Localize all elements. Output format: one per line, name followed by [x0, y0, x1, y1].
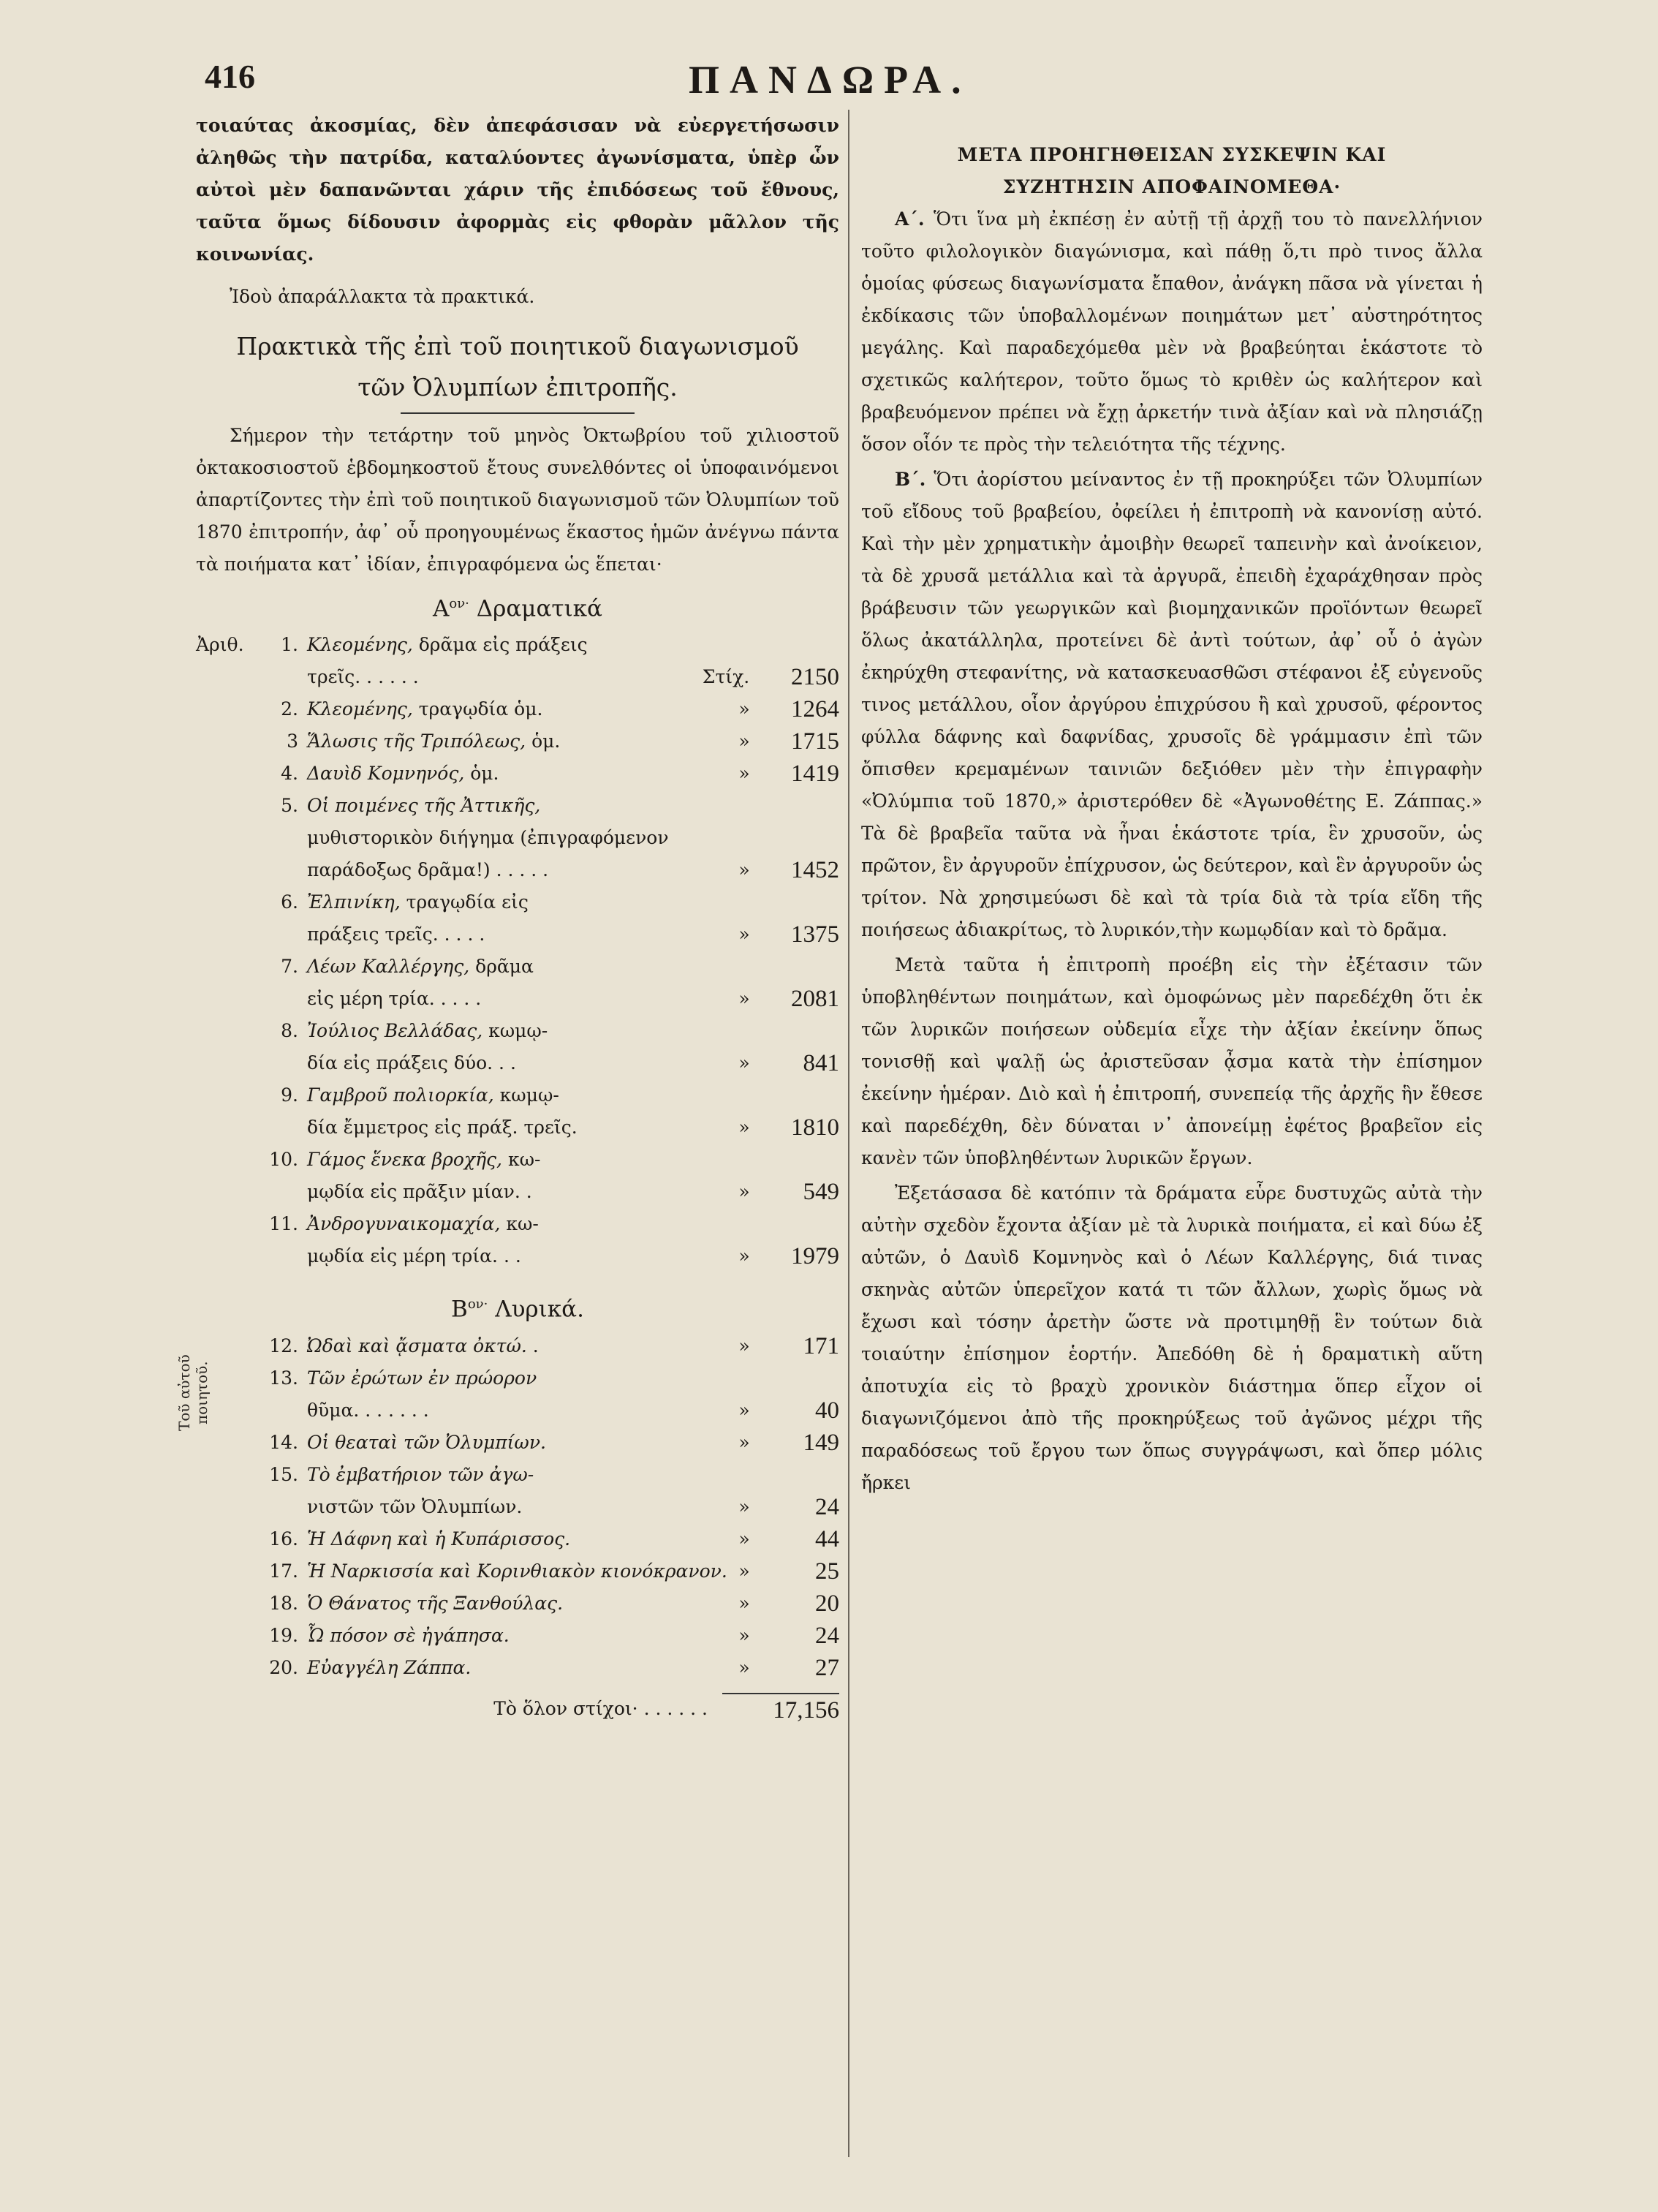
intro-paragraph: τοιαύτας ἀκοσμίας, δὲν ἀπεφάσισαν νὰ εὐεργετήσωσιν ἀληθῶς τὴν πατρίδα, καταλύοντες ἀγωνίσματα, ὑπὲρ ὧν αὐτοὶ μὲν δαπανῶνται χάριν τῆς ἐπιδόσεως τοῦ ἔθνους, ταῦτα ὅμως δίδουσιν ἀφορμὰς εἰς φθορὰν μᾶλλον τῆς κοινωνίας. — [196, 115, 839, 265]
entry-row — [196, 1079, 839, 1111]
entry-title-roman: κωμῳ- — [493, 1084, 559, 1106]
entry-title — [307, 1330, 730, 1362]
point-b-lead: Β΄. — [895, 469, 926, 490]
entry-continuation-row — [196, 1176, 839, 1208]
entry-number: 4. — [281, 763, 298, 785]
entry-number: 20. — [269, 1656, 298, 1678]
left-column — [196, 110, 839, 1726]
entry-row — [196, 1588, 839, 1620]
entry-mark: » — [738, 1495, 750, 1517]
category-b-label: Λυρικά. — [495, 1296, 584, 1323]
entry-verse-count: 171 — [803, 1332, 839, 1359]
point-a-text: Ὅτι ἵνα μὴ ἐκπέσῃ ἐν αὐτῇ τῇ ἀρχῇ του τὸ πανελλήνιον τοῦτο φιλολογικὸν διαγώνισμα, καὶ πάθῃ ὅ,τι πρὸ τινος ἄλλα ὁμοίας φύσεως διαγωνίσματα ἔπαθον, ἀνάγκη πᾶσα νὰ γίνεται ἡ ἐκδίκασις τῶν ὑποβαλλομένων ποιημάτων μετ᾽ αὐστηρότητος μεγάλης. Καὶ παραδεχόμεθα μὲν νὰ βραβεύηται ἑκάστοτε τὸ σχετικῶς καλήτερον, τοῦτο ὅμως τὸ κριθὲν ὡς καλήτερον καὶ βραβευόμενον πρέπει νὰ ἔχῃ ἀρκετήν τινὰ ἀξίαν καὶ νὰ πλησιάζῃ ὅσον οἷόν τε πρὸς τὴν τελειότητα τῆς τέχνης. — [861, 208, 1483, 455]
right-heading-line1: ΜΕΤΑ ΠΡΟΗΓΗΘΕΙΣΑΝ ΣΥΣΚΕΨΙΝ ΚΑΙ — [957, 144, 1387, 165]
entry-verse-count: 1452 — [791, 857, 839, 884]
category-b-prefix: Β — [451, 1296, 468, 1323]
entry-title-italic: Ἡ Δάφνη καὶ ἡ Κυπάρισσος. — [307, 1528, 571, 1549]
right-heading-line2: ΣΥΖΗΤΗΣΙΝ ΑΠΟΦΑΙΝΟΜΕΘΑ· — [1002, 176, 1341, 197]
entry-continuation: τρεῖς. . . . . . — [307, 666, 419, 688]
entry-continuation-row — [196, 983, 839, 1015]
entry-title — [307, 1362, 839, 1394]
entry-number: 10. — [269, 1149, 298, 1171]
right-column — [861, 139, 1483, 1499]
entry-row — [196, 1459, 839, 1491]
entry-number: 15. — [269, 1463, 298, 1485]
entry-title — [307, 1015, 839, 1047]
entry-title-italic: Ἐλπινίκη, — [307, 891, 401, 913]
entry-title — [307, 693, 730, 725]
entry-title — [307, 790, 839, 822]
point-a — [861, 203, 1483, 461]
entry-row — [196, 693, 839, 725]
entry-title — [307, 1459, 839, 1491]
entry-number: 3 — [287, 731, 298, 752]
entry-title-italic: Ἅλωσις τῆς Τριπόλεως, — [307, 731, 526, 752]
entry-title — [307, 951, 839, 983]
entry-title-italic: Δαυὶδ Κομνηνός, — [307, 763, 465, 785]
entry-continuation: δία εἰς πράξεις δύο. . . — [307, 1052, 516, 1074]
entry-row — [196, 1555, 839, 1588]
entry-title-italic: Τῶν ἐρώτων ἐν πρώορον — [307, 1367, 537, 1389]
entry-mark: Στίχ. — [702, 666, 750, 688]
entry-row — [196, 1620, 839, 1652]
entry-mark: » — [738, 1052, 750, 1074]
entry-title-italic: Ἰούλιος Βελλάδας, — [307, 1020, 483, 1042]
entry-title-italic: Οἱ ποιμένες τῆς Ἀττικῆς, — [307, 795, 541, 817]
entry-row — [196, 790, 839, 822]
entry-mark: » — [738, 1528, 750, 1549]
entry-continuation: μυθιστορικὸν διήγημα (ἐπιγραφόμενον παράδοξως δρᾶμα!) . . . . . — [307, 827, 669, 881]
entry-row — [196, 1362, 839, 1394]
entry-title-italic: Ὁ Θάνατος τῆς Ξανθούλας. — [307, 1592, 564, 1614]
entry-continuation: μῳδία εἰς μέρη τρία. . . — [307, 1245, 521, 1267]
entry-title-roman: . — [526, 1335, 539, 1356]
entry-title-italic: Ἀνδρογυναικομαχία, — [307, 1213, 501, 1235]
entry-verse-count: 549 — [803, 1179, 839, 1206]
entry-mark: » — [738, 1431, 750, 1453]
entry-number: 14. — [269, 1431, 298, 1453]
category-a-prefix: Α — [432, 595, 450, 622]
entry-mark: » — [738, 1335, 750, 1356]
entry-title-roman: δρᾶμα εἰς πράξεις — [412, 634, 588, 656]
entry-continuation: δία ἔμμετρος εἰς πράξ. τρεῖς. — [307, 1117, 578, 1139]
entry-continuation: μῳδία εἰς πρᾶξιν μίαν. . — [307, 1181, 532, 1203]
entry-title-roman: ὁμ. — [464, 763, 499, 785]
minutes-paragraph: Σήμερον τὴν τετάρτην τοῦ μηνὸς Ὀκτωβρίου τοῦ χιλιοστοῦ ὀκτακοσιοστοῦ ἑβδομηκοστοῦ ἔτους συνελθόντες οἱ ὑποφαινόμενοι ἀπαρτίζοντες τὴν ἐπὶ τοῦ ποιητικοῦ διαγωνισμοῦ τῶν Ὀλυμπίων τοῦ 1870 ἐπιτροπήν, ἀφ᾽ οὗ προηγουμένως ἕκαστος ἡμῶν ἀνέγνω πάντα τὰ ποιήματα κατ᾽ ἰδίαν, ἐπιγραφόμενα ὡς ἕπεται· — [196, 425, 839, 575]
same-author-note: Τοῦ αὐτοῦ ποιητοῦ. — [175, 1354, 211, 1432]
entry-verse-count: 2150 — [791, 664, 839, 691]
entry-title — [307, 758, 730, 790]
entry-title — [307, 629, 839, 661]
entry-title-italic: Κλεομένης, — [307, 698, 413, 720]
entry-number: 5. — [281, 795, 298, 817]
entry-verse-count: 24 — [815, 1622, 839, 1649]
point-a-lead: Α΄. — [895, 208, 925, 230]
entry-row — [196, 1015, 839, 1047]
entry-verse-count: 841 — [803, 1050, 839, 1077]
total-label: Τὸ ὅλον στίχοι· . . . . . . — [493, 1697, 708, 1719]
entry-number: 12. — [269, 1335, 298, 1356]
entry-verse-count: 20 — [815, 1590, 839, 1617]
entry-verse-count: 44 — [815, 1525, 839, 1552]
entry-title-roman: κωμῳ- — [482, 1020, 548, 1042]
entry-title-italic: Ὠδαὶ καὶ ᾄσματα ὀκτώ. — [307, 1335, 527, 1356]
entry-title-roman: κω- — [500, 1213, 539, 1235]
entry-title — [307, 1144, 839, 1176]
entry-verse-count: 24 — [815, 1493, 839, 1520]
entry-title-italic: Λέων Καλλέργης, — [307, 956, 470, 978]
entry-number: 1. — [281, 634, 298, 656]
entry-row — [196, 1523, 839, 1555]
entry-number: 19. — [269, 1624, 298, 1646]
category-b-heading — [196, 1288, 839, 1325]
entry-mark: » — [738, 731, 750, 752]
column-divider — [848, 110, 849, 2157]
entry-title-roman: δρᾶμα — [469, 956, 534, 978]
entry-row — [196, 951, 839, 983]
entry-title — [307, 1523, 730, 1555]
entry-number: 17. — [269, 1560, 298, 1582]
entry-number: 6. — [281, 891, 298, 913]
point-b-text: Ὅτι ἀορίστου μείναντος ἐν τῇ προκηρύξει τῶν Ὀλυμπίων τοῦ εἴδους τοῦ βραβείου, ὀφείλει ἡ ἐπιτροπὴ νὰ κανονίσῃ αὐτό. Καὶ τὴν μὲν χρηματικὴν ἀμοιβὴν θεωρεῖ ταπεινὴν καὶ ἀνοίκειον, τὰ δὲ χρυσᾶ μετάλλια καὶ τὰ ἀργυρᾶ, ἐπειδὴ ἐχαράχθησαν πρὸς βράβευσιν τῶν γεωργικῶν καὶ βιομηχανικῶν προϊόντων θεωρεῖ ὅλως ἀκατάλληλα, προτείνει δὲ ἀντὶ τούτων, ἀφ᾽ οὗ ὁ ἀγὼν ἐκηρύχθη στεφανίτης, νὰ κατασκευασθῶσι στέφανοι ἐξ εὐγενοῦς τινος μετάλλου, οἷον ἀργύρου ἐπιχρύσου ἢ καὶ χρυσοῦ, φέροντος φύλλα δάφνης καὶ δαφνίδας, χρυσοῖς δὲ γράμμασιν ἐπὶ τῶν ὄπισθεν κρεμαμένων ταινιῶν δεξιόθεν μὲν τὴν ἐπιγραφὴν «Ὀλύμπια τοῦ 1870,» ἀριστερόθεν δὲ «Ἀγωνοθέτης Ε. Ζάππας.» Τὰ δὲ βραβεῖα ταῦτα νὰ ἦναι ἑκάστοτε τρία, ἓν χρυσοῦν, ὡς πρῶτον, ἓν ἀργυροῦν ἐπίχρυσον, ὡς δεύτερον, καὶ ἓν ἀργυροῦν ὡς τρίτον. Νὰ χρησιμεύωσι δὲ καὶ τὰ τρία διὰ τὰ τρία εἴδη τῆς ποιήσεως ἀδιακρίτως, τὸ λυρικόν,τὴν κωμῳδίαν καὶ τὸ δρᾶμα. — [861, 469, 1483, 940]
entry-continuation: εἰς μέρη τρία. . . . . — [307, 988, 482, 1010]
entry-lead: Ἀριθ. — [196, 634, 244, 656]
entry-mark: » — [738, 1624, 750, 1646]
entry-row — [196, 1208, 839, 1240]
entry-number: 18. — [269, 1592, 298, 1614]
entry-continuation-row — [196, 1047, 839, 1079]
entry-title-roman: ὁμ. — [526, 731, 561, 752]
entry-mark: » — [738, 698, 750, 720]
paragraph-4: Ἐξετάσασα δὲ κατόπιν τὰ δράματα εὗρε δυστυχῶς αὐτὰ τὴν αὐτὴν σχεδὸν ἔχοντα ἀξίαν μὲ τὰ λυρικὰ ποιήματα, εἰ καὶ δύω ἐξ αὐτῶν, ὁ Δαυὶδ Κομνηνὸς καὶ ὁ Λέων Καλλέργης, διά τινας σκηνὰς αὐτῶν ὑπερεῖχον κατά τι τῶν ἄλλων, χωρὶς ὅμως νὰ ἔχωσι καὶ τόσην ἀρετὴν ὥστε νὰ προτιμηθῇ ἓν τούτων διὰ τοιαύτην ἐπίσημον ἑορτήν. Ἀπεδόθη δὲ ἡ δραματικὴ αὕτη ἀποτυχία εἰς τὸ βραχὺ χρονικὸν διάστημα ὅπερ εἶχον οἱ διαγωνιζόμενοι ἀπὸ τῆς προκηρύξεως τοῦ ἀγῶνος μέχρι τῆς παραδόσεως τοῦ ἔργου των ὅπως συγγράψωσι, καὶ ὅπερ μόλις ἤρκει — [861, 1182, 1483, 1493]
entry-title — [307, 1555, 730, 1588]
entry-title-roman: τραγῳδία ὁμ. — [412, 698, 543, 720]
drama-entries — [196, 629, 839, 1272]
entry-verse-count: 40 — [815, 1397, 839, 1424]
title-divider — [401, 412, 635, 414]
entry-row — [196, 758, 839, 790]
entry-title-roman: κω- — [502, 1149, 541, 1171]
entry-title-italic: Οἱ θεαταὶ τῶν Ὀλυμπίων. — [307, 1431, 546, 1453]
entry-row — [196, 1427, 839, 1459]
entry-title — [307, 1620, 730, 1652]
entry-continuation: θῦμα. . . . . . . — [307, 1399, 429, 1421]
entry-row — [196, 1652, 839, 1684]
entry-continuation: πράξεις τρεῖς. . . . . — [307, 924, 485, 945]
entry-continuation-row — [196, 1240, 839, 1272]
entry-mark: » — [738, 1399, 750, 1421]
total-row — [196, 1693, 839, 1726]
entry-mark: » — [738, 1560, 750, 1582]
journal-title: ΠΑΝΔΩΡΑ. — [689, 58, 972, 102]
entry-row — [196, 1144, 839, 1176]
entry-mark: » — [738, 1117, 750, 1139]
entry-row — [196, 1330, 839, 1362]
entry-title-italic: Γάμος ἕνεκα βροχῆς, — [307, 1149, 503, 1171]
idou-line: Ἰδοὺ ἀπαράλλακτα τὰ πρακτικά. — [230, 286, 535, 307]
entry-continuation-row — [196, 822, 839, 886]
entry-continuation-row — [196, 1111, 839, 1144]
entry-row — [196, 629, 839, 661]
entry-verse-count: 27 — [815, 1654, 839, 1681]
entry-mark: » — [738, 1656, 750, 1678]
minutes-title-line2: τῶν Ὀλυμπίων ἐπιτροπῆς. — [357, 373, 678, 401]
entry-title — [307, 1208, 839, 1240]
entry-verse-count: 1375 — [791, 921, 839, 948]
point-b — [861, 464, 1483, 946]
page-header — [192, 57, 1551, 108]
total-value: 17,156 — [722, 1693, 839, 1726]
entry-title — [307, 1652, 730, 1684]
entry-number: 11. — [269, 1213, 298, 1235]
entry-title-italic: Γαμβροῦ πολιορκία, — [307, 1084, 494, 1106]
entry-mark: » — [738, 988, 750, 1010]
entry-title — [307, 1079, 839, 1111]
entry-verse-count: 25 — [815, 1558, 839, 1585]
entry-verse-count: 149 — [803, 1429, 839, 1456]
entry-mark: » — [738, 1245, 750, 1267]
entry-title-italic: Κλεομένης, — [307, 634, 413, 656]
entry-mark: » — [738, 1592, 750, 1614]
category-a-sup: ον· — [449, 596, 469, 611]
entry-continuation-row — [196, 661, 839, 693]
category-a-heading — [196, 588, 839, 624]
entry-number: 16. — [269, 1528, 298, 1549]
entry-mark: » — [738, 924, 750, 945]
entry-mark: » — [738, 763, 750, 785]
entry-verse-count: 1419 — [791, 760, 839, 788]
entry-number: 7. — [281, 956, 298, 978]
page-number: 416 — [205, 58, 255, 95]
entry-mark: » — [738, 1181, 750, 1203]
minutes-title-line1: Πρακτικὰ τῆς ἐπὶ τοῦ ποιητικοῦ διαγωνισμοῦ — [236, 332, 799, 361]
entry-title-roman: τραγῳδία εἰς — [400, 891, 529, 913]
entry-verse-count: 2081 — [791, 986, 839, 1013]
entry-mark: » — [738, 859, 750, 881]
entry-title-italic: Ἡ Ναρκισσία καὶ Κορινθιακὸν κιονόκρανον. — [307, 1560, 727, 1582]
lyric-entries — [196, 1330, 839, 1684]
entry-title — [307, 725, 730, 758]
entry-title-italic: Τὸ ἐμβατήριον τῶν ἀγω- — [307, 1463, 534, 1485]
entry-number: 8. — [281, 1020, 298, 1042]
entry-verse-count: 1979 — [791, 1243, 839, 1270]
entry-continuation-row — [196, 918, 839, 951]
entry-number: 2. — [281, 698, 298, 720]
paragraph-3: Μετὰ ταῦτα ἡ ἐπιτροπὴ προέβη εἰς τὴν ἐξέτασιν τῶν ὑποβληθέντων ποιημάτων, καὶ ὁμοφώνως μὲν παρεδέχθη ὅτι ἐκ τῶν λυρικῶν ποιήσεων οὐδεμία εἶχε τὴν ἀξίαν ἐκείνην ὅπως τονισθῇ καὶ ψαλῇ ὡς ἀριστεῦσαν ᾆσμα κατὰ τὴν ἐπίσημον ἐκείνην ἡμέραν. Διὸ καὶ ἡ ἐπιτροπή, συνεπείᾳ τῆς ἀρχῆς ἣν ἔθεσε καὶ παρεδέχθη, δὲν δύναται ν᾽ ἀπονείμῃ ἐφέτος βραβεῖον εἰς κανὲν τῶν ὑποβληθέντων λυρικῶν ἔργων. — [861, 954, 1483, 1169]
entry-number: 9. — [281, 1084, 298, 1106]
entry-title — [307, 1427, 730, 1459]
entry-title-italic: Εὐαγγέλη Ζάππα. — [307, 1656, 472, 1678]
entry-row — [196, 886, 839, 918]
entry-verse-count: 1810 — [791, 1114, 839, 1141]
entry-verse-count: 1264 — [791, 696, 839, 723]
entry-number: 13. — [269, 1367, 298, 1389]
entry-continuation-row — [196, 1394, 839, 1427]
entry-title — [307, 1588, 730, 1620]
category-a-label: Δραματικά — [476, 595, 602, 622]
entry-row — [196, 725, 839, 758]
entry-title — [307, 886, 839, 918]
entry-continuation: νιστῶν τῶν Ὀλυμπίων. — [307, 1495, 523, 1517]
category-b-sup: ον· — [467, 1296, 488, 1313]
entry-title-italic: Ὦ πόσον σὲ ἠγάπησα. — [307, 1624, 510, 1646]
entry-verse-count: 1715 — [791, 728, 839, 755]
entry-continuation-row — [196, 1491, 839, 1523]
